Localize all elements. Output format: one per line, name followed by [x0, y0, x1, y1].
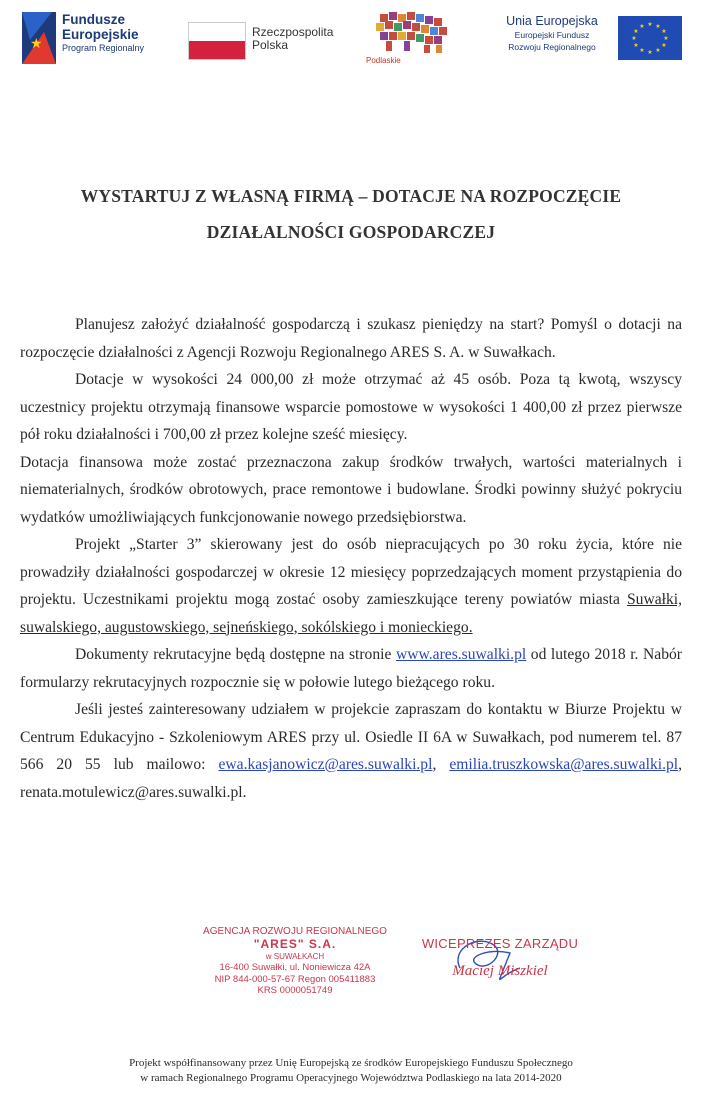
- stamp-line4: 16-400 Suwałki, ul. Noniewicza 42A: [219, 962, 371, 973]
- eu-flag-icon: [618, 16, 682, 60]
- fe-line3: Program Regionalny: [62, 43, 145, 53]
- rzeczpospolita-polska-logo: [188, 22, 368, 66]
- podlaskie-label: Podlaskie: [366, 56, 401, 65]
- paragraph-intro: Planujesz założyć działalność gospodarczą i szukasz pieniędzy na start? Pomyśl o dotacji na rozpoczęcie działalności z Agencji Rozwoju Regionalnego ARES S. A. w Suwałkach.: [20, 316, 682, 361]
- paragraph-amounts: Dotacje w wysokości 24 000,00 zł może otrzymać aż 45 osób. Poza tą kwotą, wszyscy uczestnicy projektu otrzymają finansowe wsparcie pomostowe w wysokości 1 400,00 zł przez pierwsze pół roku działalności i 700,00 zł przez kolejne sześć miesięcy.: [20, 371, 682, 443]
- svg-text:★: ★: [655, 23, 661, 30]
- fe-line1: Fundusze: [62, 12, 125, 27]
- stamp-line3: w SUWAŁKACH: [265, 951, 325, 961]
- stamp-line5: NIP 844-000-57-67 Regon 005411883: [214, 973, 376, 985]
- svg-text:★: ★: [631, 35, 637, 42]
- ue-line1: Unia Europejska: [506, 14, 598, 28]
- rp-line2: Polska: [252, 38, 289, 52]
- svg-text:★: ★: [661, 42, 667, 49]
- eligibility-text: Projekt „Starter 3” skierowany jest do osób niepracujących po 30 roku życia, które nie prowadziły działalności gospodarczej w okresie 12 miesięcy poprzedzających moment przystąpienia do projektu. Uczestnikami projektu mogą zostać osoby zamieszkujące tereny powiatów miasta: [20, 536, 682, 608]
- fundusze-europejskie-logo: [22, 10, 172, 70]
- contact-tail: , renata.motulewicz@ares.suwalki.pl.: [20, 756, 683, 801]
- ue-line3: Rozwoju Regionalnego: [508, 42, 596, 52]
- email-link-truszkowska[interactable]: emilia.truszkowska@ares.suwalki.pl: [449, 756, 679, 773]
- svg-text:★: ★: [639, 23, 645, 30]
- paragraph-eligibility: [20, 531, 682, 641]
- podlaskie-logo: [360, 10, 480, 70]
- svg-text:★: ★: [655, 47, 661, 54]
- documents-text-after: od lutego 2018 r. Nabór formularzy rekrutacyjnych rozpocznie się w połowie lutego bieżącego roku.: [20, 646, 682, 691]
- fe-line2: Europejskie: [62, 27, 139, 42]
- logo-bar: [0, 0, 702, 80]
- document-body: [20, 311, 682, 806]
- stamp-name: Maciej Miszkiel: [452, 963, 548, 979]
- polish-flag-icon: [188, 22, 246, 60]
- fundusze-europejskie-icon: [22, 12, 56, 64]
- svg-text:★: ★: [661, 28, 667, 35]
- paragraph-purpose: Dotacja finansowa może zostać przeznaczona zakup środków trwałych, wartości materialnych i niematerialnych, środków obrotowych, prace remontowe i budowlane. Środki powinny służyć pokryciu wydatków umożliwiających funkcjonowanie nowego przedsiębiorstwa.: [20, 453, 682, 526]
- company-stamp: [190, 926, 400, 997]
- paragraph-documents: [20, 641, 682, 696]
- stamp-line1: AGENCJA ROZWOJU REGIONALNEGO: [203, 926, 387, 937]
- vice-president-stamp: [420, 936, 580, 980]
- ares-website-link[interactable]: www.ares.suwalki.pl: [395, 646, 527, 663]
- documents-text-before: Dokumenty rekrutacyjne będą dostępne na stronie: [75, 646, 396, 663]
- email-link-kasjanowicz[interactable]: ewa.kasjanowicz@ares.suwalki.pl: [218, 756, 433, 773]
- svg-text:★: ★: [633, 42, 639, 49]
- unia-europejska-logo: [496, 12, 686, 72]
- rp-line1: Rzeczpospolita: [252, 25, 334, 39]
- paragraph-contact: [20, 696, 682, 806]
- svg-text:★: ★: [647, 49, 653, 56]
- svg-text:★: ★: [30, 36, 43, 52]
- document-footer: [0, 1056, 702, 1086]
- footer-line2: w ramach Regionalnego Programu Operacyjnego Województwa Podlaskiego na lata 2014-2020: [140, 1072, 562, 1084]
- document-title: [0, 178, 702, 250]
- svg-text:★: ★: [663, 35, 669, 42]
- stamp-line6: KRS 0000051749: [257, 985, 333, 996]
- eligibility-districts: Suwałki, suwalskiego, augustowskiego, sejneńskiego, sokólskiego i monieckiego.: [20, 591, 682, 636]
- svg-text:★: ★: [633, 28, 639, 35]
- footer-line1: Projekt współfinansowany przez Unię Europejską ze środków Europejskiego Funduszu Społecznego: [129, 1057, 573, 1069]
- stamp-role: WICEPREZES ZARZĄDU: [421, 936, 579, 951]
- contact-text: Jeśli jesteś zainteresowany udziałem w projekcie zapraszam do kontaktu w Biurze Projektu w Centrum Edukacyjno - Szkoleniowym ARES przy ul. Osiedle II 6A w Suwałkach, pod numerem tel. 87 566 20 55 lub mailowo:: [20, 701, 682, 773]
- ue-line2: Europejski Fundusz: [514, 30, 590, 40]
- contact-separator: ,: [432, 756, 450, 773]
- bison-mosaic-icon: [360, 10, 470, 58]
- stamp-line2: "ARES" S.A.: [253, 936, 337, 951]
- title-line2: DZIAŁALNOŚCI GOSPODARCZEJ: [206, 222, 496, 242]
- svg-text:★: ★: [647, 21, 653, 28]
- svg-text:★: ★: [639, 47, 645, 54]
- title-line1: WYSTARTUJ Z WŁASNĄ FIRMĄ – DOTACJE NA ROZPOCZĘCIE: [80, 186, 622, 206]
